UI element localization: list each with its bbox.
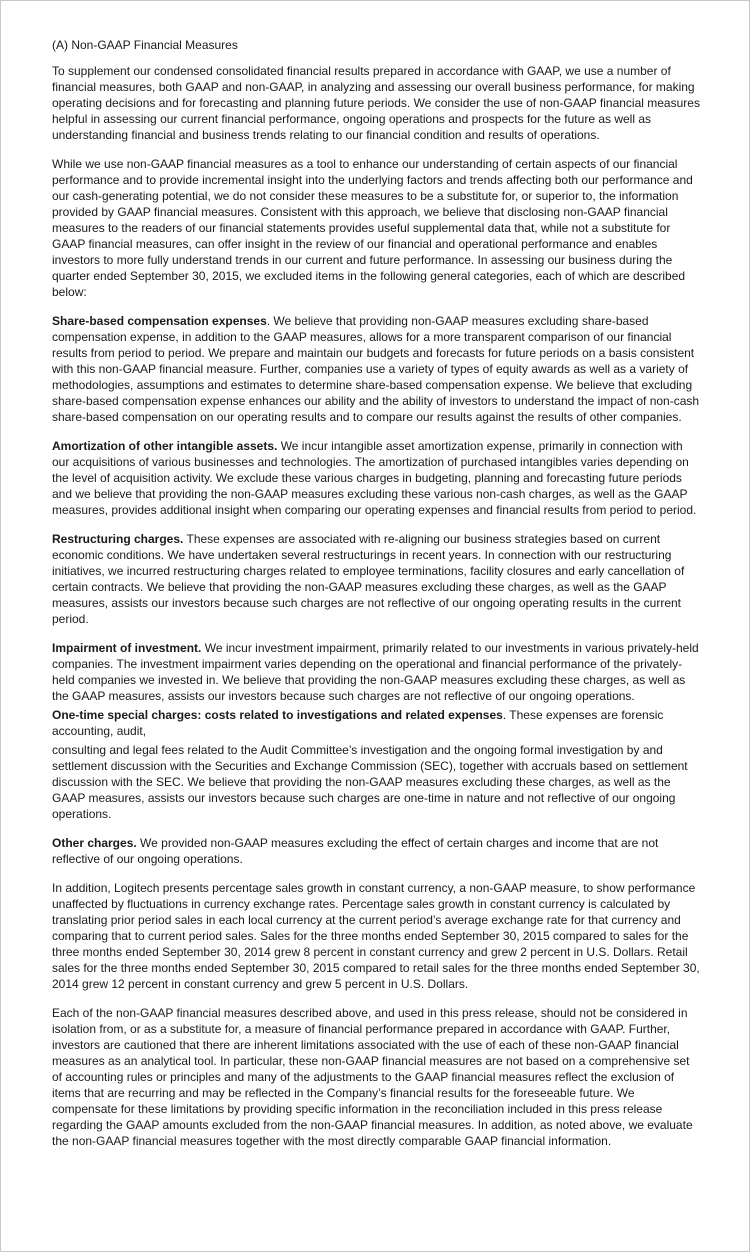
onetime-paragraph: [52, 707, 702, 739]
restructuring-body: These expenses are associated with re-aligning our business strategies based on current economic conditions. We have undertaken several restructurings in recent years. In connection with our restructuring initiatives, we incurred restructuring charges related to employee terminations, facility closures and early cancellation of certain contracts. We believe that providing the non-GAAP measures excluding these charges, as well as the GAAP measures, assists our investors because such charges are not reflective of our ongoing operating results in the current period.: [52, 532, 685, 626]
section-title: (A) Non-GAAP Financial Measures: [52, 38, 238, 52]
intro-paragraph: To supplement our condensed consolidated financial results prepared in accordance with GAAP, we use a number of financial measures, both GAAP and non-GAAP, in analyzing and assessing our overall business performance, for making operating decisions and for forecasting and planning future periods. We consider the use of non-GAAP financial measures helpful in assessing our current financial performance, ongoing operations and prospects for the future as well as understanding financial and business trends relating to our financial condition and results of operations.: [52, 64, 700, 142]
amortization-body: We incur intangible asset amortization expense, primarily in connection with our acquisitions of various businesses and technologies. The amortization of purchased intangibles varies depending on the level of acquisition activity. We exclude these various charges in budgeting, planning and forecasting future periods and we believe that providing the non-GAAP measures excluding these various non-cash charges, as well as the GAAP measures, provides additional insight when comparing our operating expenses and financial results from period to period.: [52, 439, 697, 517]
usage-paragraph: While we use non-GAAP financial measures as a tool to enhance our understanding of certain aspects of our financial performance and to provide incremental insight into the underlying factors and trends affecting both our performance and our cash-generating potential, we do not consider these measures to be a substitute for, or superior to, the information provided by GAAP financial measures. Consistent with this approach, we believe that disclosing non-GAAP financial measures to the readers of our financial statements provides useful supplemental data that, while not a substitute for GAAP financial measures, can offer insight in the review of our financial and operational performance and enables investors to more fully understand trends in our current and future performance. In assessing our business during the quarter ended September 30, 2015, we excluded items in the following general categories, each of which are described below:: [52, 157, 693, 299]
limitations-paragraph: Each of the non-GAAP financial measures described above, and used in this press release, should not be considered in isolation from, or as a substitute for, a measure of financial performance prepared in accordance with GAAP. Further, investors are cautioned that there are inherent limitations associated with the use of each of these non-GAAP financial measures as an analytical tool. In particular, these non-GAAP financial measures are not based on a comprehensive set of accounting rules or principles and many of the adjustments to the GAAP financial measures reflect the exclusion of items that are recurring and may be reflected in the Company’s financial results for the foreseeable future. We compensate for these limitations by providing specific information in the reconciliation included in this press release regarding the GAAP amounts excluded from the non-GAAP financial measures. In addition, as noted above, we evaluate the non-GAAP financial measures together with the most directly comparable GAAP financial information.: [52, 1006, 693, 1148]
share-based-paragraph: [52, 313, 702, 425]
other-charges-paragraph: [52, 835, 702, 867]
other-charges-title: Other charges.: [52, 836, 137, 850]
amortization-title: Amortization of other intangible assets.: [52, 439, 278, 453]
impairment-body: We incur investment impairment, primarily related to our investments in various privately-held companies. The investment impairment varies depending on the operational and financial performance of the privately-held companies we invested in. We believe that providing the non-GAAP measures excluding these charges, as well as the GAAP measures, assists our investors because such charges are not reflective of our ongoing operations.: [52, 641, 699, 703]
document-body: [52, 37, 702, 1162]
restructuring-title: Restructuring charges.: [52, 532, 184, 546]
onetime-body-lead: . These expenses are forensic accounting, audit,: [52, 708, 664, 738]
share-based-body: . We believe that providing non-GAAP measures excluding share-based compensation expense, in addition to the GAAP measures, allows for a more transparent comparison of our financial results from period to period. We prepare and maintain our budgets and forecasts for future periods on a basis consistent with this non-GAAP financial measure. Further, companies use a variety of types of equity awards as well as a variety of methodologies, assumptions and estimates to determine share-based compensation expense. We believe that excluding share-based compensation expense enhances our ability and the ability of investors to understand the impact of non-cash share-based compensation on our operating results and to compare our results against the results of other companies.: [52, 314, 700, 424]
impairment-paragraph: [52, 640, 702, 704]
amortization-paragraph: [52, 438, 702, 518]
share-based-title: Share-based compensation expenses: [52, 314, 267, 328]
impairment-title: Impairment of investment.: [52, 641, 202, 655]
onetime-continuation-paragraph: consulting and legal fees related to the Audit Committee’s investigation and the ongoing formal investigation by and settlement discussion with the Securities and Exchange Commission (SEC), together with accruals based on settlement discussion with the SEC. We believe that providing the non-GAAP measures excluding these charges, as well as the GAAP measures, assists our investors because such charges are one-time in nature and not reflective of our ongoing operations.: [52, 743, 688, 821]
onetime-title: One-time special charges: costs related to investigations and related expenses: [52, 708, 503, 722]
restructuring-paragraph: [52, 531, 702, 627]
other-charges-body: We provided non-GAAP measures excluding the effect of certain charges and income that are not reflective of our ongoing operations.: [52, 836, 659, 866]
constant-currency-paragraph: In addition, Logitech presents percentage sales growth in constant currency, a non-GAAP measure, to show performance unaffected by fluctuations in currency exchange rates. Percentage sales growth in constant currency is calculated by translating prior period sales in each local currency at the current period’s average exchange rate for that currency and comparing that to current period sales. Sales for the three months ended September 30, 2015 compared to sales for the three months ended September 30, 2014 grew 8 percent in constant currency and grew 2 percent in U.S. Dollars. Retail sales for the three months ended September 30, 2015 compared to retail sales for the three months ended September 30, 2014 grew 12 percent in constant currency and grew 5 percent in U.S. Dollars.: [52, 881, 700, 991]
